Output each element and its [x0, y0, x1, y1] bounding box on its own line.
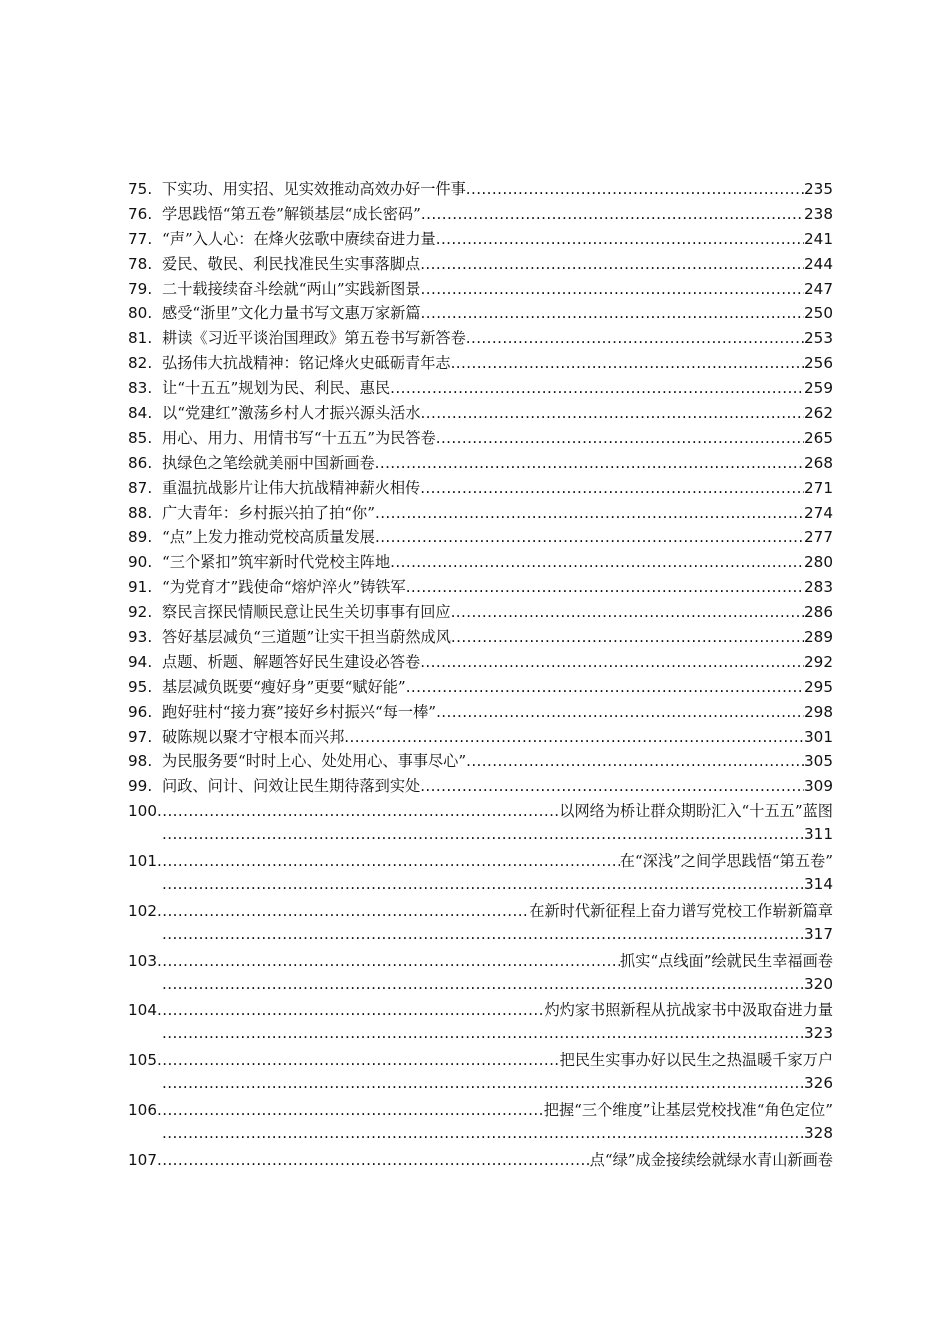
toc-entry-continuation	[128, 875, 833, 900]
dot-leader	[466, 752, 804, 770]
toc-entry[interactable]	[128, 402, 833, 427]
toc-entry-page: 289	[804, 628, 833, 647]
toc-entry-number: 87.	[128, 478, 153, 497]
toc-entry-page: 235	[804, 180, 833, 198]
dot-leader	[344, 728, 804, 746]
toc-entry[interactable]	[128, 676, 833, 701]
toc-entry-page: 244	[804, 254, 833, 273]
dot-leader	[375, 528, 804, 546]
toc-entry[interactable]	[128, 551, 833, 576]
toc-entry-wrapped[interactable]	[128, 800, 833, 825]
toc-entry-title: “点”上发力推动党校高质量发展	[162, 528, 375, 547]
toc-entry-number: 88.	[128, 503, 153, 522]
toc-entry-page: 247	[804, 279, 833, 298]
dot-leader	[420, 653, 804, 671]
toc-entry-page: 280	[804, 553, 833, 572]
toc-entry-page: 238	[804, 204, 833, 223]
toc-entry-number: 105	[128, 1051, 157, 1070]
dot-leader	[390, 553, 804, 571]
toc-entry-title: 跑好驻村“接力赛”接好乡村振兴“每一棒”	[162, 702, 437, 721]
toc-entry-wrapped[interactable]	[128, 900, 833, 925]
toc-entry[interactable]	[128, 228, 833, 253]
dot-leader	[162, 1024, 804, 1042]
dot-leader	[406, 678, 804, 696]
toc-entry-title: 爱民、敬民、利民找准民生实事落脚点	[162, 254, 421, 273]
toc-entry-page: 253	[804, 329, 833, 348]
toc-entry-wrapped[interactable]	[128, 950, 833, 975]
toc-entry-title: 在“深浅”之间学思践悟“第五卷”	[619, 852, 833, 871]
toc-entry-number: 80.	[128, 304, 153, 323]
dot-leader	[157, 802, 559, 820]
dot-leader	[157, 902, 529, 920]
toc-entry-title: 基层减负既要“瘦好身”更要“赋好能”	[162, 677, 406, 696]
toc-entry[interactable]	[128, 178, 833, 203]
dot-leader	[466, 329, 804, 347]
toc-entry-title: 弘扬伟大抗战精神：铭记烽火史砥砺青年志	[162, 354, 451, 373]
toc-entry-title: 学思践悟“第五卷”解锁基层“成长密码”	[162, 204, 421, 223]
dot-leader	[157, 852, 620, 870]
dot-leader	[436, 230, 804, 248]
table-of-contents	[128, 178, 833, 1174]
toc-entry-page: 326	[804, 1074, 833, 1093]
toc-entry-number: 90.	[128, 553, 153, 572]
dot-leader	[420, 255, 804, 273]
dot-leader	[390, 379, 804, 397]
toc-entry-wrapped[interactable]	[128, 999, 833, 1024]
toc-entry-title: 把民生实事办好以民生之热温暖千家万户	[559, 1051, 833, 1070]
dot-leader	[436, 703, 804, 721]
toc-entry-number: 83.	[128, 379, 153, 398]
dot-leader	[421, 205, 804, 223]
toc-entry-number: 107	[128, 1150, 157, 1169]
toc-entry-page: 309	[804, 777, 833, 796]
toc-entry-number: 91.	[128, 578, 153, 597]
dot-leader	[157, 1101, 544, 1119]
dot-leader	[157, 952, 620, 970]
toc-entry-page: 301	[804, 727, 833, 746]
dot-leader	[375, 504, 804, 522]
toc-entry-number: 99.	[128, 777, 153, 796]
toc-entry-page: 277	[804, 528, 833, 547]
toc-entry-number: 101	[128, 852, 157, 871]
toc-entry-number: 98.	[128, 752, 153, 771]
toc-entry-wrapped[interactable]	[128, 1149, 833, 1174]
dot-leader	[451, 603, 804, 621]
toc-entry-page: 259	[804, 379, 833, 398]
toc-entry-number: 84.	[128, 404, 153, 423]
toc-entry-number: 77.	[128, 229, 153, 248]
dot-leader	[451, 354, 804, 372]
toc-entry-continuation	[128, 1024, 833, 1049]
toc-entry-title: 让“十五五”规划为民、利民、惠民	[162, 379, 391, 398]
toc-entry-continuation	[128, 925, 833, 950]
dot-leader	[162, 825, 804, 843]
toc-entry[interactable]	[128, 775, 833, 800]
toc-entry-title: 抓实“点线面”绘就民生幸福画卷	[620, 951, 833, 970]
toc-entry-title: 二十载接续奋斗绘就“两山”实践新图景	[162, 279, 421, 298]
toc-entry-number: 78.	[128, 254, 153, 273]
toc-entry-title: 灼灼家书照新程从抗战家书中汲取奋进力量	[544, 1001, 833, 1020]
toc-entry-page: 286	[804, 603, 833, 622]
toc-entry-page: 268	[804, 453, 833, 472]
toc-entry[interactable]	[128, 526, 833, 551]
toc-entry-wrapped[interactable]	[128, 850, 833, 875]
toc-entry-page: 323	[804, 1024, 833, 1043]
toc-entry-continuation	[128, 825, 833, 850]
toc-entry-page: 265	[804, 428, 833, 447]
toc-entry-page: 271	[804, 478, 833, 497]
toc-entry-title: 察民言探民情顺民意让民生关切事事有回应	[162, 603, 451, 622]
toc-entry-number: 85.	[128, 428, 153, 447]
toc-entry-number: 96.	[128, 702, 153, 721]
dot-leader	[420, 479, 804, 497]
toc-entry-page: 295	[804, 677, 833, 696]
dot-leader	[162, 975, 804, 993]
toc-entry-page: 317	[804, 924, 833, 943]
dot-leader	[157, 1001, 544, 1019]
toc-entry-page: 241	[804, 229, 833, 248]
toc-entry[interactable]	[128, 726, 833, 751]
toc-entry[interactable]	[128, 651, 833, 676]
toc-entry-title: 把握“三个维度”让基层党校找准“角色定位”	[543, 1100, 833, 1119]
toc-entry-page: 320	[804, 974, 833, 993]
toc-entry-page: 298	[804, 702, 833, 721]
toc-entry-continuation	[128, 1124, 833, 1149]
toc-entry[interactable]	[128, 352, 833, 377]
dot-leader	[466, 180, 804, 198]
toc-entry-number: 81.	[128, 329, 153, 348]
dot-leader	[162, 1124, 804, 1142]
toc-entry-title: 用心、用力、用情书写“十五五”为民答卷	[162, 428, 436, 447]
toc-entry-title: 答好基层减负“三道题”让实干担当蔚然成风	[162, 628, 451, 647]
toc-entry[interactable]	[128, 601, 833, 626]
toc-entry-wrapped[interactable]	[128, 1049, 833, 1074]
dot-leader	[157, 1151, 590, 1169]
dot-leader	[162, 1074, 804, 1092]
toc-entry-title: 问政、问计、问效让民生期待落到实处	[162, 777, 421, 796]
toc-entry[interactable]	[128, 626, 833, 651]
toc-entry-list	[128, 178, 833, 1174]
toc-entry[interactable]	[128, 302, 833, 327]
dot-leader	[421, 404, 804, 422]
toc-entry[interactable]	[128, 278, 833, 303]
toc-entry-continuation	[128, 1074, 833, 1099]
dot-leader	[406, 578, 804, 596]
toc-entry-page: 328	[804, 1123, 833, 1142]
toc-entry-title: 耕读《习近平谈治国理政》第五卷书写新答卷	[162, 329, 466, 348]
dot-leader	[162, 925, 804, 943]
toc-entry-page: 250	[804, 304, 833, 323]
toc-entry-page: 274	[804, 503, 833, 522]
toc-entry-number: 93.	[128, 628, 153, 647]
toc-entry[interactable]	[128, 502, 833, 527]
toc-entry[interactable]	[128, 327, 833, 352]
dot-leader	[436, 429, 804, 447]
toc-entry-number: 104	[128, 1001, 157, 1020]
toc-entry-number: 82.	[128, 354, 153, 373]
toc-entry-title: 广大青年：乡村振兴拍了拍“你”	[162, 503, 375, 522]
toc-entry[interactable]	[128, 576, 833, 601]
toc-entry-page: 256	[804, 354, 833, 373]
toc-entry-number: 89.	[128, 528, 153, 547]
toc-entry[interactable]	[128, 452, 833, 477]
toc-entry-number: 92.	[128, 603, 153, 622]
toc-entry[interactable]	[128, 377, 833, 402]
toc-entry-page: 262	[804, 404, 833, 423]
toc-entry-number: 94.	[128, 652, 153, 671]
toc-entry-title: 重温抗战影片让伟大抗战精神薪火相传	[162, 478, 421, 497]
toc-entry[interactable]	[128, 701, 833, 726]
toc-entry-number: 95.	[128, 677, 153, 696]
toc-entry-page: 311	[804, 825, 833, 844]
toc-entry-number: 103	[128, 951, 157, 970]
toc-entry-title: 破陈规以聚才守根本而兴邦	[162, 727, 345, 746]
dot-leader	[157, 1051, 560, 1069]
toc-entry[interactable]	[128, 477, 833, 502]
toc-entry[interactable]	[128, 427, 833, 452]
toc-entry[interactable]	[128, 750, 833, 775]
toc-entry-title: “为党育才”践使命“熔炉淬火”铸铁军	[162, 578, 406, 597]
toc-entry[interactable]	[128, 203, 833, 228]
toc-entry-title: 下实功、用实招、见实效推动高效办好一件事	[162, 180, 466, 198]
toc-entry-number: 97.	[128, 727, 153, 746]
toc-entry-title: 执绿色之笔绘就美丽中国新画卷	[162, 453, 375, 472]
toc-entry-number: 76.	[128, 204, 153, 223]
toc-entry-number: 75.	[128, 180, 153, 198]
toc-entry[interactable]	[128, 253, 833, 278]
toc-entry-wrapped[interactable]	[128, 1099, 833, 1124]
dot-leader	[421, 280, 804, 298]
toc-entry-title: 以网络为桥让群众期盼汇入“十五五”蓝图	[559, 802, 833, 821]
toc-entry-title: 点“绿”成金接续绘就绿水青山新画卷	[589, 1150, 833, 1169]
toc-entry-page: 305	[804, 752, 833, 771]
toc-entry-title: 点题、析题、解题答好民生建设必答卷	[162, 652, 421, 671]
toc-entry-page: 314	[804, 874, 833, 893]
toc-entry-number: 106	[128, 1100, 157, 1119]
toc-entry-title: 感受“浙里”文化力量书写文惠万家新篇	[162, 304, 421, 323]
toc-entry-title: 在新时代新征程上奋力谱写党校工作崭新篇章	[529, 901, 833, 920]
toc-entry-title: “三个紧扣”筑牢新时代党校主阵地	[162, 553, 391, 572]
dot-leader	[420, 777, 804, 795]
dot-leader	[421, 304, 804, 322]
toc-entry-page: 292	[804, 652, 833, 671]
toc-entry-title: 为民服务要“时时上心、处处用心、事事尽心”	[162, 752, 467, 771]
toc-entry-number: 79.	[128, 279, 153, 298]
dot-leader	[375, 454, 804, 472]
toc-entry-number: 100	[128, 802, 157, 821]
toc-entry-number: 102	[128, 901, 157, 920]
dot-leader	[162, 875, 804, 893]
toc-entry-title: 以“党建红”激荡乡村人才振兴源头活水	[162, 404, 421, 423]
toc-entry-page: 283	[804, 578, 833, 597]
dot-leader	[451, 628, 804, 646]
toc-entry-continuation	[128, 975, 833, 1000]
toc-entry-title: “声”入人心：在烽火弦歌中赓续奋进力量	[162, 229, 436, 248]
toc-entry-number: 86.	[128, 453, 153, 472]
